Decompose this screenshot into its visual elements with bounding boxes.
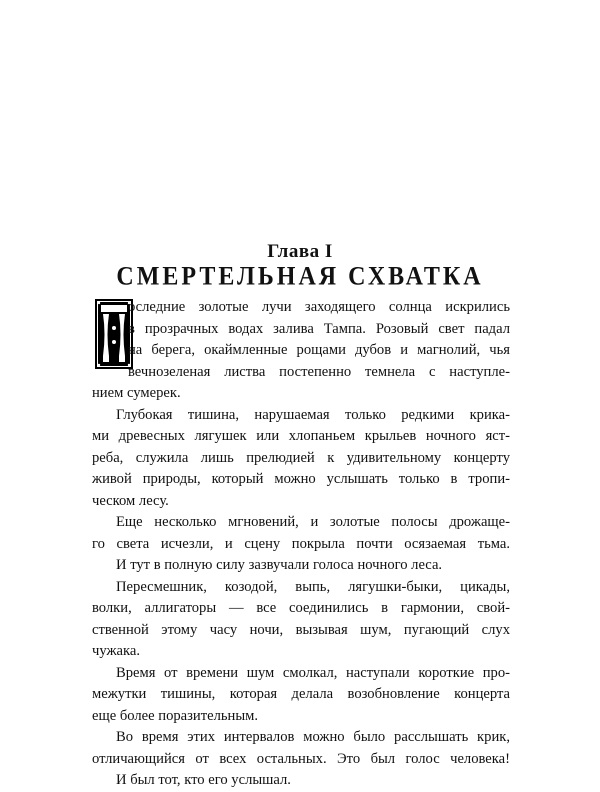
text-line: ственной этому часу ночи, вызывая шум, пугающий слух [92,621,510,638]
text-line: межутки тишины, которая делала возобновление концерта [92,686,510,702]
body-text [92,297,510,792]
chapter-title: СМЕРТЕЛЬНАЯ СХВАТКА [116,262,484,292]
text-line: реба, служила лишь прелюдией к удивительному концерту [92,449,510,466]
text-line: Во время этих интервалов можно было расслышать крик, [116,729,510,745]
text-line: еще более поразительным. [92,707,259,724]
text-line: го света исчезли, и сцену покрыла почти осязаемая тьма. [92,535,510,552]
text-line: нием сумерек. [92,385,181,401]
text-line: волки, аллигаторы — все соединились в гармонии, свой- [92,600,510,616]
text-line: чужака. [92,643,140,659]
text-line: Глубокая тишина, нарушаемая только редкими крика- [116,406,510,423]
text-line: на берега, окаймленные рощами дубов и магнолий, чья [128,342,510,358]
text-line: И тут в полную силу зазвучали голоса ночного леса. [116,557,443,573]
text-line: ми древесных лягушек или хлопаньем крыльев ночного яст- [92,428,510,444]
text-line: оследние золотые лучи заходящего солнца искрились [128,299,510,315]
text-line: вечнозеленая листва постепенно темнела с наступле- [128,363,510,380]
text-line: в прозрачных водах залива Тампа. Розовый свет падал [128,320,510,337]
text-line: ческом лесу. [92,492,169,509]
text-line: отличающийся от всех остальных. Это был голос человека! [92,750,510,767]
text-line: Еще несколько мгновений, и золотые полосы дрожаще- [116,514,510,530]
text-line: И был тот, кто его услышал. [116,772,291,788]
text-line: живой природы, который можно услышать только в тропи- [92,471,510,487]
text-line: Пересмешник, козодой, выпь, лягушки-быки, цикады, [116,578,510,595]
chapter-label: Глава I [267,241,333,262]
text-line: Время от времени шум смолкал, наступали короткие про- [116,664,510,681]
